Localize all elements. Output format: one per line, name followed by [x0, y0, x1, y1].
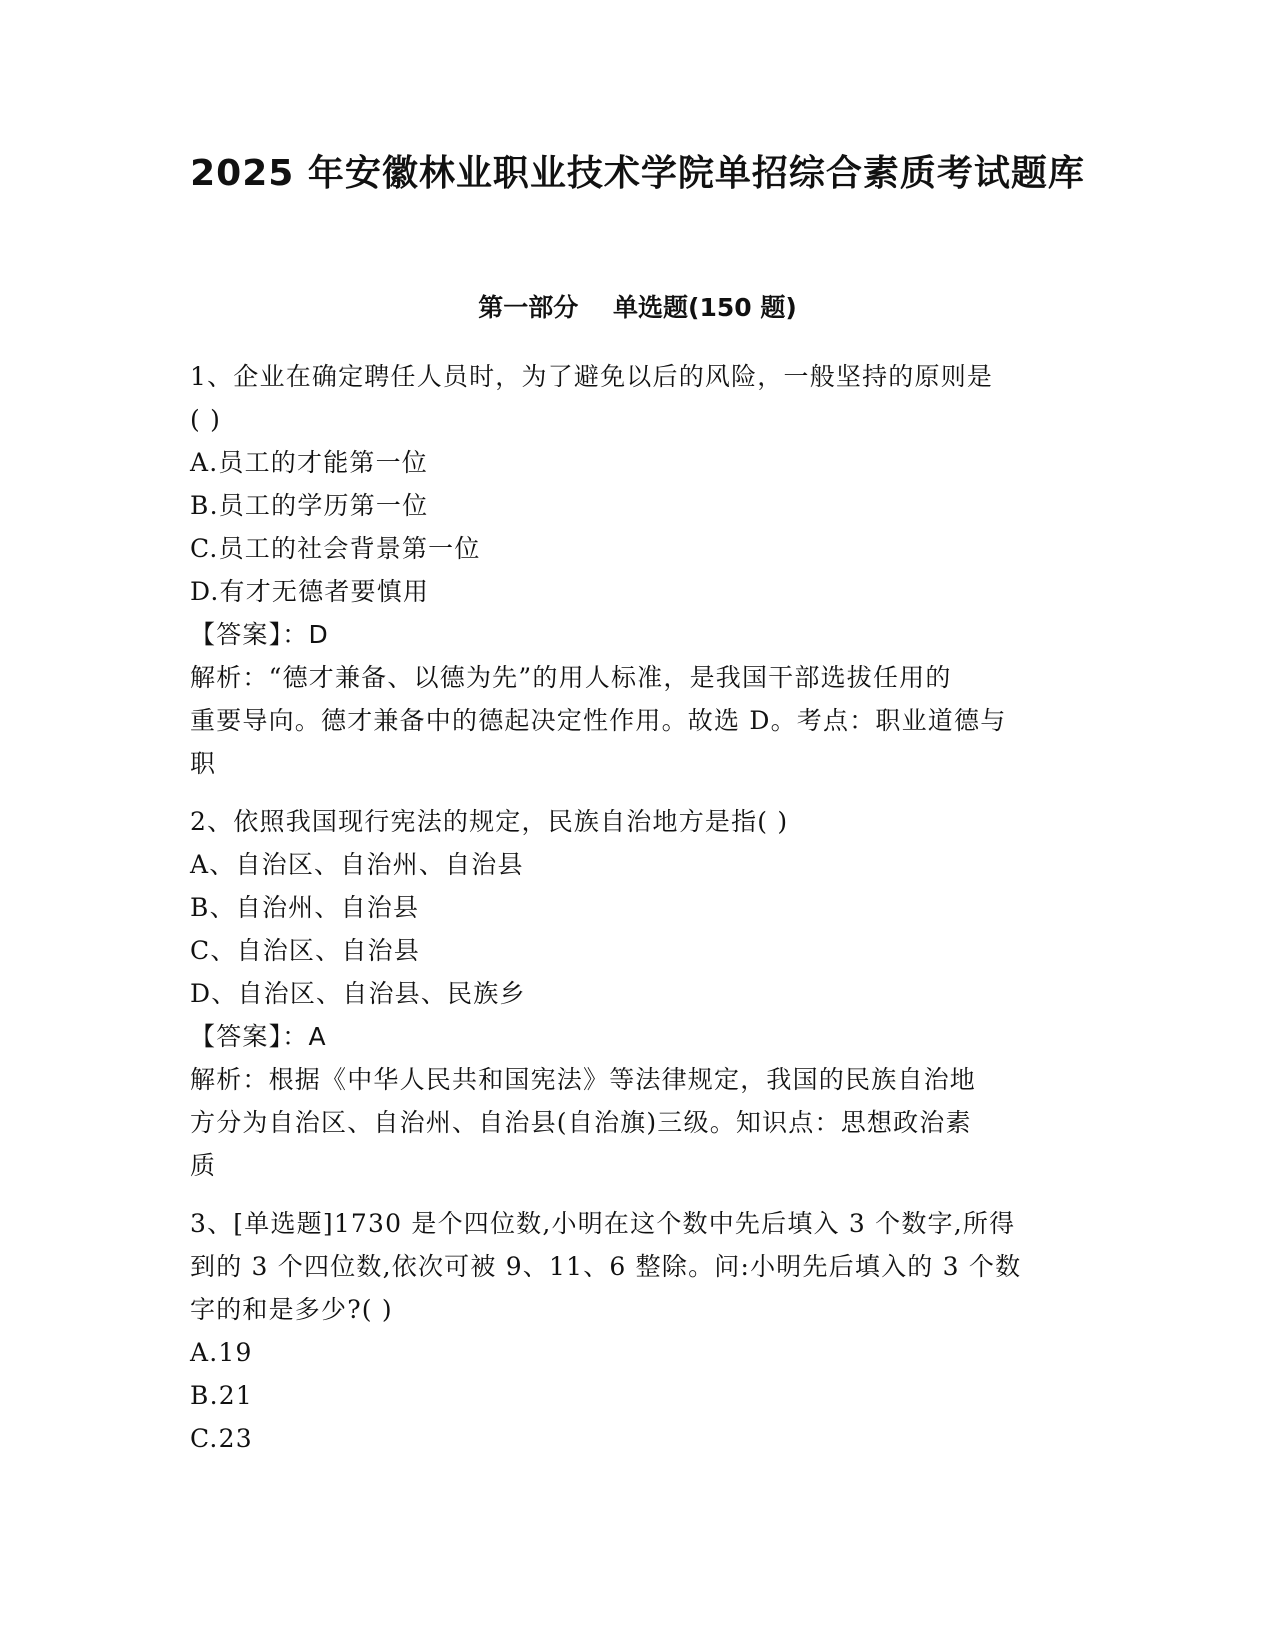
option-a: A.19 — [190, 1338, 253, 1367]
question-1 — [190, 355, 1090, 785]
analysis-line: 重要导向。德才兼备中的德起决定性作用。故选 D。考点：职业道德与 — [190, 706, 1007, 735]
option-c: C.23 — [190, 1424, 253, 1453]
section-title: 第一部分 单选题(150 题) — [478, 293, 797, 322]
question-stem-line: 到的 3 个四位数,依次可被 9、11、6 整除。问:小明先后填入的 3 个数 — [190, 1252, 1022, 1281]
answer-line: 【答案】：A — [190, 1022, 327, 1051]
question-stem-line: 字的和是多少?( ) — [190, 1295, 393, 1324]
analysis-line: 解析：“德才兼备、以德为先”的用人标准，是我国干部选拔任用的 — [190, 663, 952, 692]
question-stem-line: 3、[单选题]1730 是个四位数,小明在这个数中先后填入 3 个数字,所得 — [190, 1209, 1016, 1238]
question-stem-line: 1、企业在确定聘任人员时，为了避免以后的风险，一般坚持的原则是 — [190, 362, 994, 391]
option-b: B.21 — [190, 1381, 253, 1410]
question-list — [190, 355, 1090, 1460]
answer-line: 【答案】：D — [190, 620, 329, 649]
question-3 — [190, 1202, 1090, 1460]
option-a: A.员工的才能第一位 — [190, 448, 429, 477]
option-b: B、自治州、自治县 — [190, 893, 420, 922]
analysis-line: 解析：根据《中华人民共和国宪法》等法律规定，我国的民族自治地 — [190, 1065, 977, 1094]
option-c: C、自治区、自治县 — [190, 936, 420, 965]
option-b: B.员工的学历第一位 — [190, 491, 429, 520]
document-title: 2025 年安徽林业职业技术学院单招综合素质考试题库 — [190, 153, 1085, 194]
option-d: D.有才无德者要慎用 — [190, 577, 430, 606]
analysis-line: 质 — [190, 1151, 217, 1180]
question-2 — [190, 800, 1090, 1187]
analysis-line: 职 — [190, 749, 217, 778]
question-stem-line: 2、依照我国现行宪法的规定，民族自治地方是指( ) — [190, 807, 789, 836]
option-d: D、自治区、自治县、民族乡 — [190, 979, 526, 1008]
analysis-line: 方分为自治区、自治州、自治县(自治旗)三级。知识点：思想政治素 — [190, 1108, 972, 1137]
option-a: A、自治区、自治州、自治县 — [190, 850, 524, 879]
option-c: C.员工的社会背景第一位 — [190, 534, 481, 563]
question-stem-line: ( ) — [190, 405, 222, 434]
